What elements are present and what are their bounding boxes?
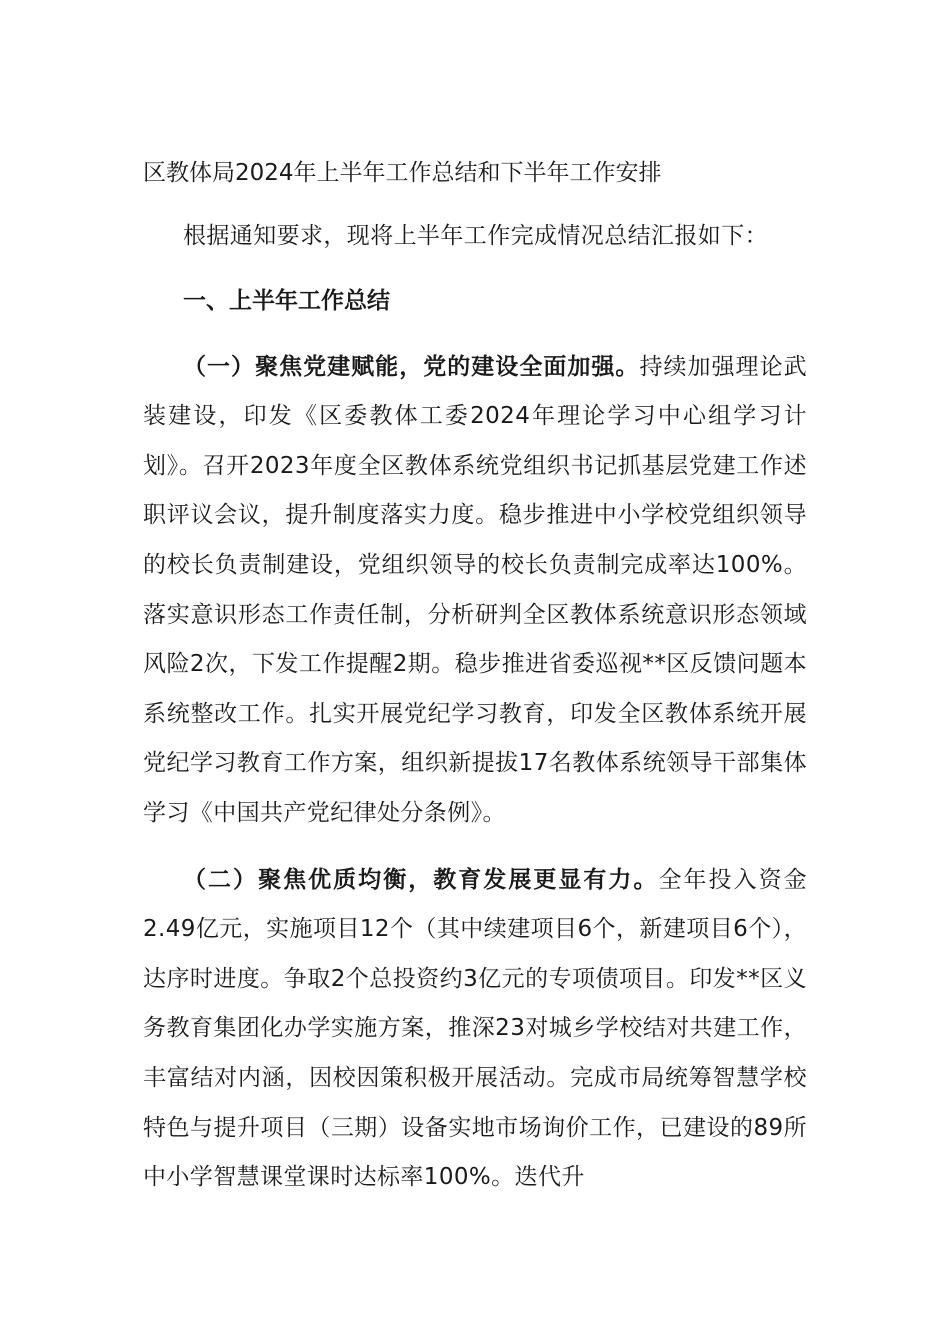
section-paragraph-1 xyxy=(143,343,807,839)
section-heading: 一、上半年工作总结 xyxy=(183,287,390,314)
section-lead-1: （一）聚焦党建赋能，党的建设全面加强。 xyxy=(183,353,640,380)
section-lead-2: （二）聚焦优质均衡，教育发展更显有力。 xyxy=(183,866,659,893)
intro-paragraph: 根据通知要求，现将上半年工作完成情况总结汇报如下： xyxy=(183,223,768,249)
section-paragraph-2 xyxy=(143,856,807,1203)
document-title: 区教体局2024年上半年工作总结和下半年工作安排 xyxy=(143,160,662,186)
section-body-1: 持续加强理论武装建设，印发《区委教体工委2024年理论学习中心组学习计划》。召开2023年度全区教体系统党组织书记抓基层党建工作述职评议会议，提升制度落实力度。稳步推进中小学校党组织领导的校长负责制建设，党组织领导的校长负责制完成率达100%。落实意识形态工作责任制，分析研判全区教体系统意识形态领域风险2次，下发工作提醒2期。稳步推进省委巡视**区反馈问题本系统整改工作。扎实开展党纪学习教育，印发全区教体系统开展党纪学习教育工作方案，组织新提拔17名教体系统领导干部集体学习《中国共产党纪律处分条例》。 xyxy=(143,353,807,826)
section-body-2: 全年投入资金2.49亿元，实施项目12个（其中续建项目6个，新建项目6个），达序时进度。争取2个总投资约3亿元的专项债项目。印发**区义务教育集团化办学实施方案，推深23对城乡学校结对共建工作，丰富结对内涵，因校因策积极开展活动。完成市局统筹智慧学校特色与提升项目（三期）设备实地市场询价工作，已建设的89所中小学智慧课堂课时达标率100%。迭代升 xyxy=(143,866,807,1191)
document-page xyxy=(143,148,807,1203)
